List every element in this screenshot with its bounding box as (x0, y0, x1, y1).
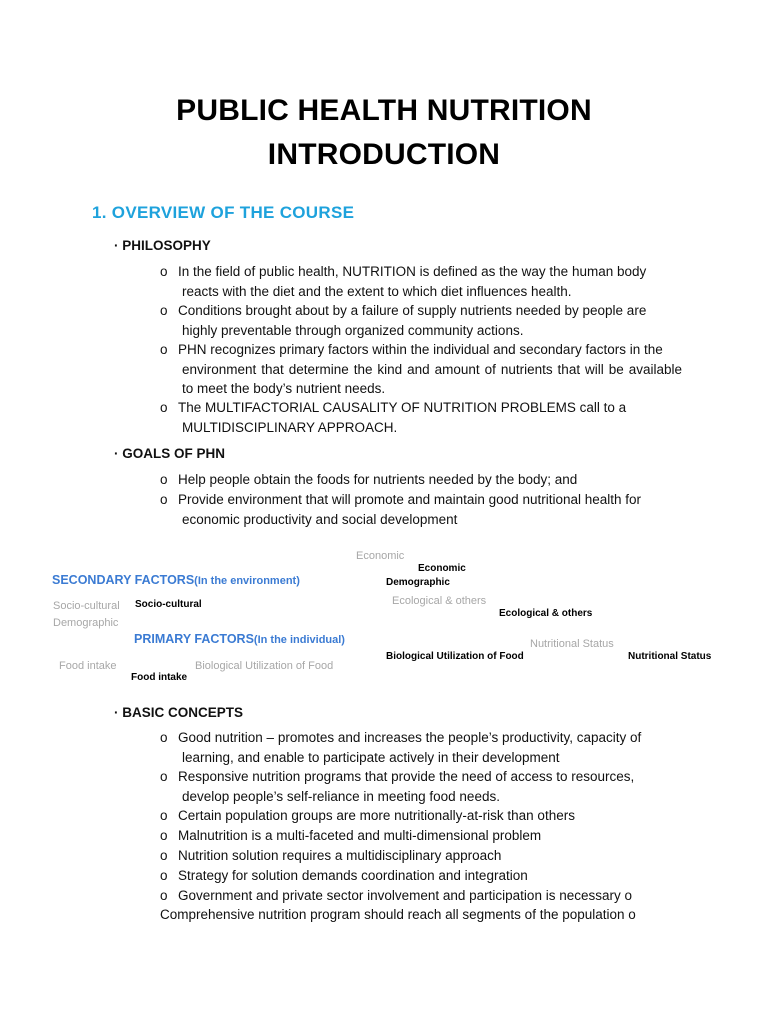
item-line: Certain population groups are more nutritionally-at-risk than others (178, 808, 575, 823)
item-line: PHN recognizes primary factors within the individual and secondary factors in the (178, 342, 663, 357)
label-ecological: Ecological & others (499, 608, 593, 619)
item-line: Government and private sector involvement and participation is necessary o (178, 888, 632, 903)
grey-label-ecological: Ecological & others (392, 595, 487, 607)
primary-factors-title: PRIMARY FACTORS (134, 632, 254, 646)
subheading-basic-concepts: · BASIC CONCEPTS (114, 705, 244, 720)
label-food-intake: Food intake (131, 672, 188, 683)
secondary-factors-subtitle: (In the environment) (194, 575, 300, 587)
item-line: environment that determine the kind and amount of nutrients that will be available to meet the body’s nutrient needs. (182, 361, 682, 396)
item-line: Help people obtain the foods for nutrients needed by the body; and (178, 472, 578, 487)
bullet-icon: o (160, 400, 168, 415)
item-line: learning, and enable to participate actively in their development (182, 749, 560, 765)
item-line: economic productivity and social development (182, 511, 458, 527)
grey-label-food-intake: Food intake (59, 660, 117, 672)
label-economic: Economic (418, 563, 466, 574)
bullet-icon: o (160, 828, 168, 843)
grey-label-economic: Economic (356, 550, 405, 562)
subheading-philosophy: · PHILOSOPHY (114, 238, 211, 253)
bullet-icon: o (160, 888, 168, 903)
title-line-2: INTRODUCTION (267, 138, 501, 171)
section-heading-overview: 1. OVERVIEW OF THE COURSE (92, 203, 355, 222)
primary-factors-subtitle: (In the individual) (253, 634, 345, 646)
item-line: Responsive nutrition programs that provide the need of access to resources, (178, 769, 635, 784)
comprehensive-program-line: Comprehensive nutrition program should reach all segments of the population o (160, 907, 636, 922)
item-line: MULTIDISCIPLINARY APPROACH. (182, 419, 398, 435)
bullet-icon: o (160, 472, 168, 487)
label-socio-cultural: Socio-cultural (135, 599, 202, 610)
item-line: Good nutrition – promotes and increases the people’s productivity, capacity of (178, 730, 642, 745)
item-line: The MULTIFACTORIAL CAUSALITY OF NUTRITION PROBLEMS call to a (178, 400, 627, 415)
bullet-icon: o (160, 769, 168, 784)
grey-label-demographic: Demographic (53, 617, 119, 629)
item-line: highly preventable through organized community actions. (182, 322, 524, 338)
grey-label-socio-cultural: Socio-cultural (53, 600, 120, 612)
factors-diagram (0, 540, 768, 690)
item-line: Malnutrition is a multi-faceted and multi-dimensional problem (178, 828, 542, 843)
label-nutritional-status: Nutritional Status (628, 651, 712, 662)
item-line: Conditions brought about by a failure of supply nutrients needed by people are (178, 303, 647, 318)
label-biological-utilization: Biological Utilization of Food (386, 651, 524, 662)
subheading-goals: · GOALS OF PHN (114, 446, 225, 461)
secondary-factors-label (52, 573, 300, 587)
bullet-icon: o (160, 730, 168, 745)
item-line: develop people’s self-reliance in meeting food needs. (182, 788, 500, 804)
bullet-icon: o (160, 264, 168, 279)
bullet-icon: o (160, 808, 168, 823)
bullet-icon: o (160, 342, 168, 357)
label-demographic: Demographic (386, 577, 450, 588)
secondary-factors-title: SECONDARY FACTORS (52, 573, 195, 587)
item-line: Strategy for solution demands coordination and integration (178, 868, 528, 883)
item-line: Nutrition solution requires a multidisciplinary approach (178, 848, 502, 863)
bullet-icon: o (160, 848, 168, 863)
item-line: reacts with the diet and the extent to which diet influences health. (182, 283, 572, 299)
item-line: In the field of public health, NUTRITION is defined as the way the human body (178, 264, 647, 279)
title-line-1: PUBLIC HEALTH NUTRITION (176, 94, 592, 127)
bullet-icon: o (160, 868, 168, 883)
bullet-icon: o (160, 492, 168, 507)
item-line: Provide environment that will promote and maintain good nutritional health for (178, 492, 642, 507)
grey-label-biological-utilization: Biological Utilization of Food (195, 660, 334, 672)
bullet-icon: o (160, 303, 168, 318)
primary-factors-label (134, 632, 345, 646)
grey-label-nutritional-status: Nutritional Status (530, 638, 614, 650)
